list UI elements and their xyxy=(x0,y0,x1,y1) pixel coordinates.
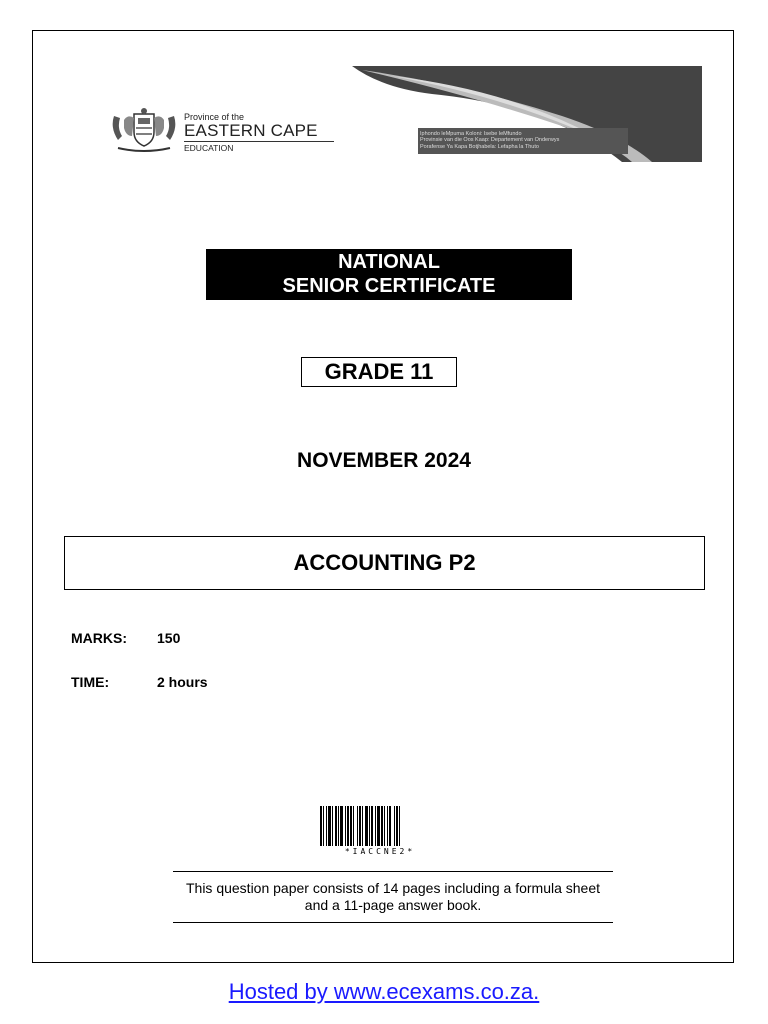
marks-value: 150 xyxy=(157,630,181,646)
hosted-by-link[interactable]: Hosted by www.ecexams.co.za. xyxy=(228,979,540,1004)
coat-of-arms-icon xyxy=(108,106,180,154)
time-label: TIME: xyxy=(71,674,110,690)
logo-department: EDUCATION xyxy=(184,143,234,153)
page-count-note: This question paper consists of 14 pages including a formula sheet and a 11-page answer book. xyxy=(185,880,601,913)
banner-line: Porafense Ya Kapa Botjhabela: Lefapha la Thuto xyxy=(420,143,539,150)
marks-row xyxy=(71,629,180,647)
eastern-cape-logo xyxy=(108,106,328,156)
hosted-by-footer[interactable] xyxy=(0,978,768,1006)
marks-label: MARKS: xyxy=(71,630,127,646)
barcode-icon xyxy=(319,806,441,846)
subject-title: ACCOUNTING P2 xyxy=(64,536,705,590)
logo-text xyxy=(184,112,334,153)
nsc-line1: NATIONAL xyxy=(338,251,440,273)
logo-name: EASTERN CAPE xyxy=(184,122,334,142)
divider xyxy=(173,922,613,923)
nsc-line2: SENIOR CERTIFICATE xyxy=(282,275,496,297)
time-row xyxy=(71,673,208,691)
banner-line: Provinsie van die Oos Kaap: Departement van Onderwys xyxy=(420,137,560,144)
time-value: 2 hours xyxy=(157,674,208,690)
exam-session: NOVEMBER 2024 xyxy=(297,449,471,472)
barcode-text: *IACCNE2* xyxy=(344,847,416,856)
banner-text xyxy=(420,131,600,150)
nsc-title-block xyxy=(206,249,572,300)
divider xyxy=(173,871,613,872)
grade-box: GRADE 11 xyxy=(301,357,457,387)
logo-province: Province of the xyxy=(184,112,245,122)
banner-line: Iphondo leMpuma Koloni: Isebe leMfundo xyxy=(420,131,522,137)
